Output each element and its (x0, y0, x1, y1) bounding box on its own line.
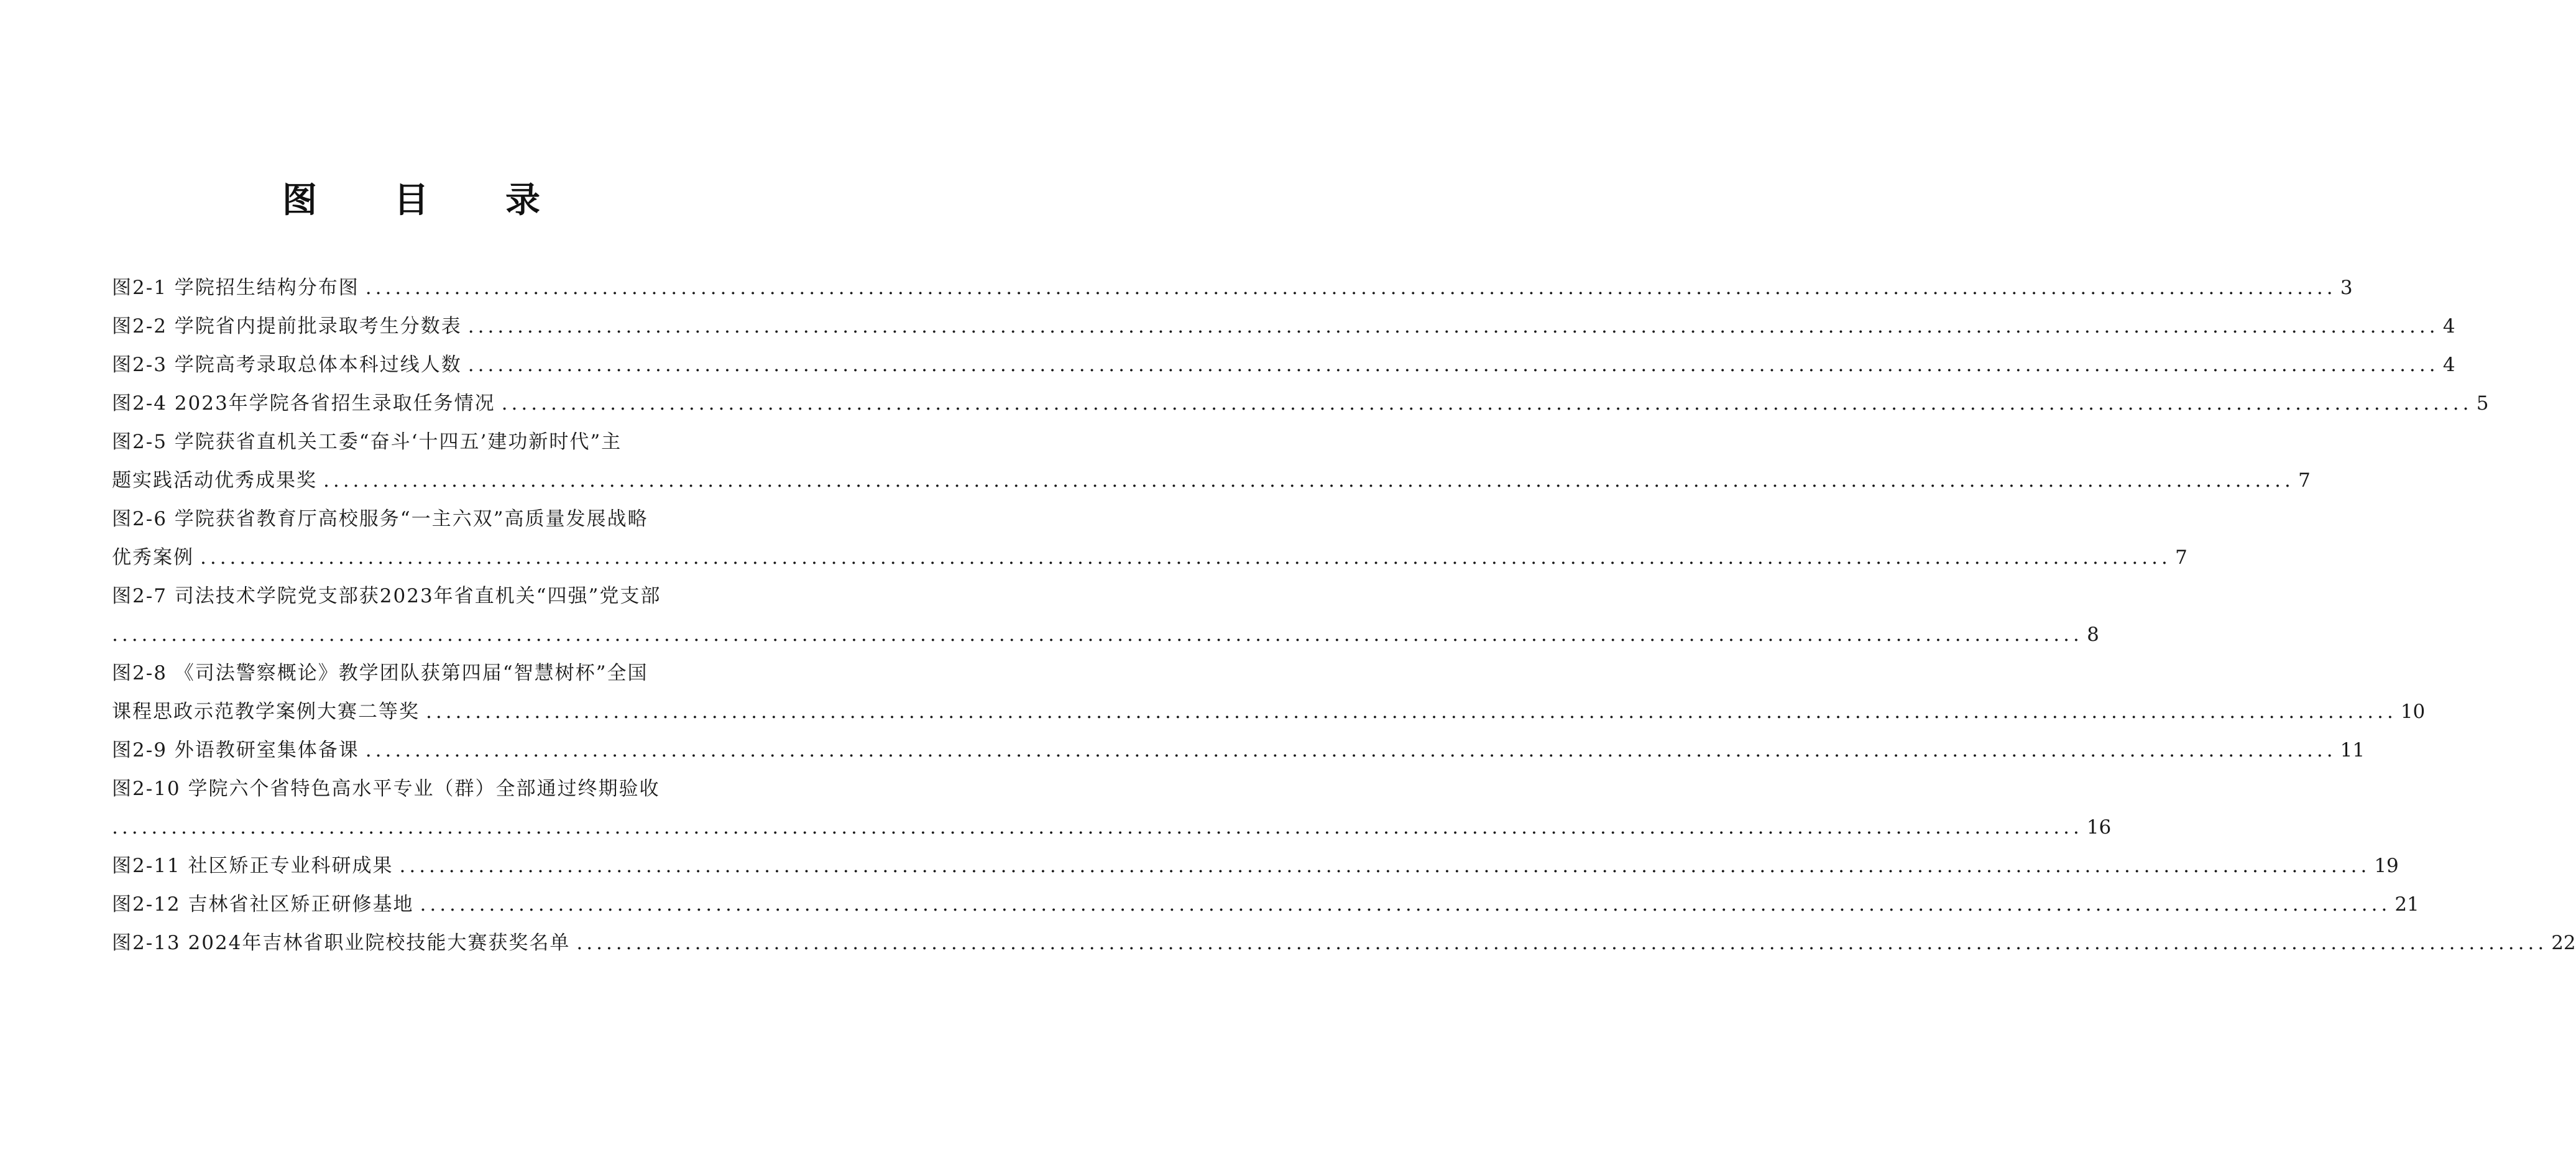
toc-entry-line[interactable] (112, 423, 724, 461)
toc-page-number: 22 (2551, 932, 2576, 954)
toc-entry-text: 图2-3 学院高考录取总体本科过线人数 (112, 354, 462, 376)
toc-page-number: 4 (2442, 354, 2455, 376)
toc-entry-line[interactable] (112, 384, 2489, 423)
toc-entry-line[interactable] (112, 615, 2099, 654)
toc-page-number: 21 (2394, 893, 2419, 916)
toc-leader-dots: ........................................................................................................................................................................................................ (112, 816, 2083, 839)
toc-leader-dots: ........................................................................................................................................................................................................ (501, 392, 2473, 415)
toc-leader-dots: ........................................................................................................................................................................................................ (200, 546, 2171, 569)
toc-leader-dots: ........................................................................................................................................................................................................ (467, 354, 2439, 376)
toc-entry-text: 图2-4 2023年学院各省招生录取任务情况 (112, 392, 495, 415)
toc-page-number: 5 (2476, 392, 2489, 415)
toc-page-number: 7 (2298, 469, 2311, 492)
toc-leader-dots: ........................................................................................................................................................................................................ (399, 855, 2371, 877)
toc-page-number: 11 (2340, 739, 2365, 761)
toc-entry-text: 优秀案例 (112, 546, 194, 569)
toc-page-number: 16 (2086, 816, 2112, 839)
toc-leader-dots: ........................................................................................................................................................................................................ (420, 893, 2391, 916)
toc-entry-line[interactable] (112, 885, 2419, 924)
toc-entry-text: 图2-8 《司法警察概论》教学团队获第四届“智慧树杯”全国 (112, 662, 648, 684)
toc-entry-text: 图2-2 学院省内提前批录取考生分数表 (112, 315, 462, 338)
toc-entry-text: 图2-6 学院获省教育厅高校服务“一主六双”高质量发展战略 (112, 508, 648, 530)
toc-entry-line[interactable] (112, 538, 2187, 577)
toc-entry-text: 图2-7 司法技术学院党支部获2023年省直机关“四强”党支部 (112, 585, 661, 607)
toc-page-number: 3 (2340, 277, 2353, 299)
toc-page-number: 8 (2087, 623, 2099, 646)
toc-entry-line[interactable] (112, 731, 2365, 770)
page-title: 图 目 录 (282, 180, 573, 221)
toc-leader-dots: ........................................................................................................................................................................................................ (576, 932, 2548, 954)
toc-leader-dots: ........................................................................................................................................................................................................ (112, 623, 2083, 646)
toc-entry-line[interactable] (112, 461, 2311, 500)
toc-entry-line[interactable] (112, 692, 2426, 731)
toc-entry-text: 图2-13 2024年吉林省职业院校技能大赛获奖名单 (112, 932, 571, 954)
toc-entry-text: 课程思政示范教学案例大赛二等奖 (112, 701, 420, 723)
toc-page-number: 4 (2442, 315, 2455, 338)
toc-page-number: 10 (2400, 701, 2426, 723)
toc-entry-line[interactable] (112, 808, 2112, 847)
table-of-figures (112, 269, 2576, 962)
toc-entry-text: 图2-1 学院招生结构分布图 (112, 277, 359, 299)
toc-entry-line[interactable] (112, 500, 724, 538)
toc-entry-text: 题实践活动优秀成果奖 (112, 469, 317, 492)
toc-entry-line[interactable] (112, 577, 724, 615)
toc-entry-text: 图2-5 学院获省直机关工委“奋斗‘十四五’建功新时代”主 (112, 431, 622, 453)
toc-entry-line[interactable] (112, 654, 724, 692)
toc-entry-line[interactable] (112, 770, 724, 808)
toc-page-number: 7 (2175, 546, 2187, 569)
toc-leader-dots: ........................................................................................................................................................................................................ (323, 469, 2294, 492)
toc-leader-dots: ........................................................................................................................................................................................................ (467, 315, 2439, 338)
toc-entry-line[interactable] (112, 269, 2353, 307)
toc-entry-line[interactable] (112, 307, 2455, 346)
toc-page-number: 19 (2374, 855, 2399, 877)
toc-leader-dots: ........................................................................................................................................................................................................ (365, 277, 2337, 299)
toc-entry-text: 图2-9 外语教研室集体备课 (112, 739, 359, 761)
toc-entry-text: 图2-11 社区矫正专业科研成果 (112, 855, 393, 877)
toc-entry-text: 图2-10 学院六个省特色高水平专业（群）全部通过终期验收 (112, 778, 660, 800)
toc-leader-dots: ........................................................................................................................................................................................................ (365, 739, 2337, 761)
toc-leader-dots: ........................................................................................................................................................................................................ (426, 701, 2397, 723)
toc-entry-line[interactable] (112, 924, 2576, 962)
toc-entry-text: 图2-12 吉林省社区矫正研修基地 (112, 893, 414, 916)
toc-entry-line[interactable] (112, 847, 2399, 885)
toc-entry-line[interactable] (112, 346, 2455, 384)
